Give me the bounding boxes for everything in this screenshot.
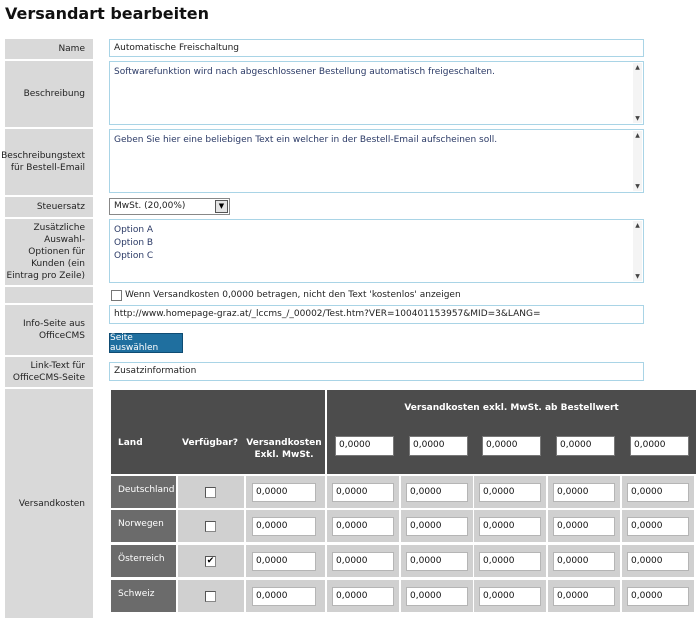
available-checkbox[interactable] — [205, 521, 216, 532]
country-name: Norwegen — [118, 519, 164, 529]
label-optionen: Zusätzliche Auswahl-Optionen für Kunden (ein Eintrag pro Zeile) — [5, 219, 93, 285]
available-checkbox[interactable] — [205, 487, 216, 498]
label-steuersatz: Steuersatz — [5, 197, 93, 217]
label-empty — [5, 287, 93, 303]
beschreibung-scrollbar[interactable] — [633, 63, 642, 123]
kostenlos-checkbox[interactable] — [111, 290, 122, 301]
value-input[interactable]: 0,0000 — [332, 517, 394, 536]
label-linktext: Link-Text für OfficeCMS-Seite — [5, 357, 93, 387]
scroll-up-icon[interactable]: ▲ — [635, 222, 640, 229]
beschreibungstext-textarea[interactable] — [109, 129, 644, 193]
value-input[interactable]: 0,0000 — [332, 483, 394, 502]
cost-input[interactable]: 0,0000 — [252, 517, 316, 536]
value-input[interactable]: 0,0000 — [332, 552, 394, 571]
value-input[interactable]: 0,0000 — [406, 552, 468, 571]
col-verfuegbar: Verfügbar? — [182, 438, 238, 448]
beschreibung-text: Softwarefunktion wird nach abgeschlossener Bestellung automatisch freigeschalten. — [114, 67, 495, 77]
table-header-left — [111, 390, 325, 474]
value-input[interactable]: 0,0000 — [406, 483, 468, 502]
chevron-down-icon[interactable]: ▼ — [215, 200, 228, 213]
group-title: Versandkosten exkl. MwSt. ab Bestellwert — [404, 403, 619, 413]
optionen-scrollbar[interactable] — [633, 221, 642, 281]
value-input[interactable]: 0,0000 — [627, 587, 689, 606]
scroll-down-icon[interactable]: ▼ — [635, 115, 640, 122]
threshold-input[interactable]: 0,0000 — [335, 436, 394, 456]
value-input[interactable]: 0,0000 — [406, 517, 468, 536]
value-input[interactable]: 0,0000 — [627, 483, 689, 502]
threshold-input[interactable]: 0,0000 — [630, 436, 689, 456]
country-name: Schweiz — [118, 589, 155, 599]
value-input[interactable]: 0,0000 — [627, 552, 689, 571]
country-name: Deutschland — [118, 485, 175, 495]
country-name: Österreich — [118, 554, 165, 564]
kostenlos-label: Wenn Versandkosten 0,0000 betragen, nicht den Text 'kostenlos' anzeigen — [125, 290, 461, 300]
label-infoseite: Info-Seite aus OfficeCMS — [5, 305, 93, 355]
label-versandkosten: Versandkosten — [5, 389, 93, 618]
steuersatz-value: MwSt. (20,00%) — [114, 201, 186, 211]
value-input[interactable]: 0,0000 — [332, 587, 394, 606]
page-title: Versandart bearbeiten — [5, 4, 209, 23]
steuersatz-select[interactable] — [109, 198, 230, 215]
cost-input[interactable]: 0,0000 — [252, 552, 316, 571]
beschreibungstext-text: Geben Sie hier eine beliebigen Text ein welcher in der Bestell-Email aufscheinen soll. — [114, 135, 498, 145]
seite-auswaehlen-button[interactable]: Seite auswählen — [109, 333, 183, 353]
available-checkbox[interactable]: ✔ — [206, 556, 215, 566]
scroll-down-icon[interactable]: ▼ — [635, 183, 640, 190]
optionen-textarea[interactable] — [109, 219, 644, 283]
beschreibung-textarea[interactable] — [109, 61, 644, 125]
value-input[interactable]: 0,0000 — [553, 552, 615, 571]
label-beschreibung: Beschreibung — [5, 61, 93, 127]
scroll-up-icon[interactable]: ▲ — [635, 64, 640, 71]
value-input[interactable]: 0,0000 — [479, 587, 541, 606]
threshold-input[interactable]: 0,0000 — [556, 436, 615, 456]
cost-input[interactable]: 0,0000 — [252, 587, 316, 606]
col-land: Land — [118, 438, 143, 448]
optionen-text: Option A Option B Option C — [114, 225, 154, 261]
value-input[interactable]: 0,0000 — [479, 483, 541, 502]
value-input[interactable]: 0,0000 — [627, 517, 689, 536]
col-kosten: Versandkosten Exkl. MwSt. — [246, 438, 322, 460]
threshold-input[interactable]: 0,0000 — [409, 436, 468, 456]
scroll-down-icon[interactable]: ▼ — [635, 273, 640, 280]
name-input[interactable]: Automatische Freischaltung — [109, 39, 644, 57]
value-input[interactable]: 0,0000 — [406, 587, 468, 606]
infoseite-url-input[interactable]: http://www.homepage-graz.at/_lccms_/_00002/Test.htm?VER=100401153957&MID=3&LANG= — [109, 305, 644, 324]
value-input[interactable]: 0,0000 — [479, 552, 541, 571]
value-input[interactable]: 0,0000 — [553, 483, 615, 502]
label-beschreibungstext: Beschreibungstext für Bestell-Email — [5, 129, 93, 195]
threshold-input[interactable]: 0,0000 — [482, 436, 541, 456]
beschreibungstext-scrollbar[interactable] — [633, 131, 642, 191]
value-input[interactable]: 0,0000 — [479, 517, 541, 536]
label-name: Name — [5, 39, 93, 59]
scroll-up-icon[interactable]: ▲ — [635, 132, 640, 139]
cost-input[interactable]: 0,0000 — [252, 483, 316, 502]
value-input[interactable]: 0,0000 — [553, 517, 615, 536]
available-checkbox[interactable] — [205, 591, 216, 602]
value-input[interactable]: 0,0000 — [553, 587, 615, 606]
linktext-input[interactable]: Zusatzinformation — [109, 362, 644, 381]
